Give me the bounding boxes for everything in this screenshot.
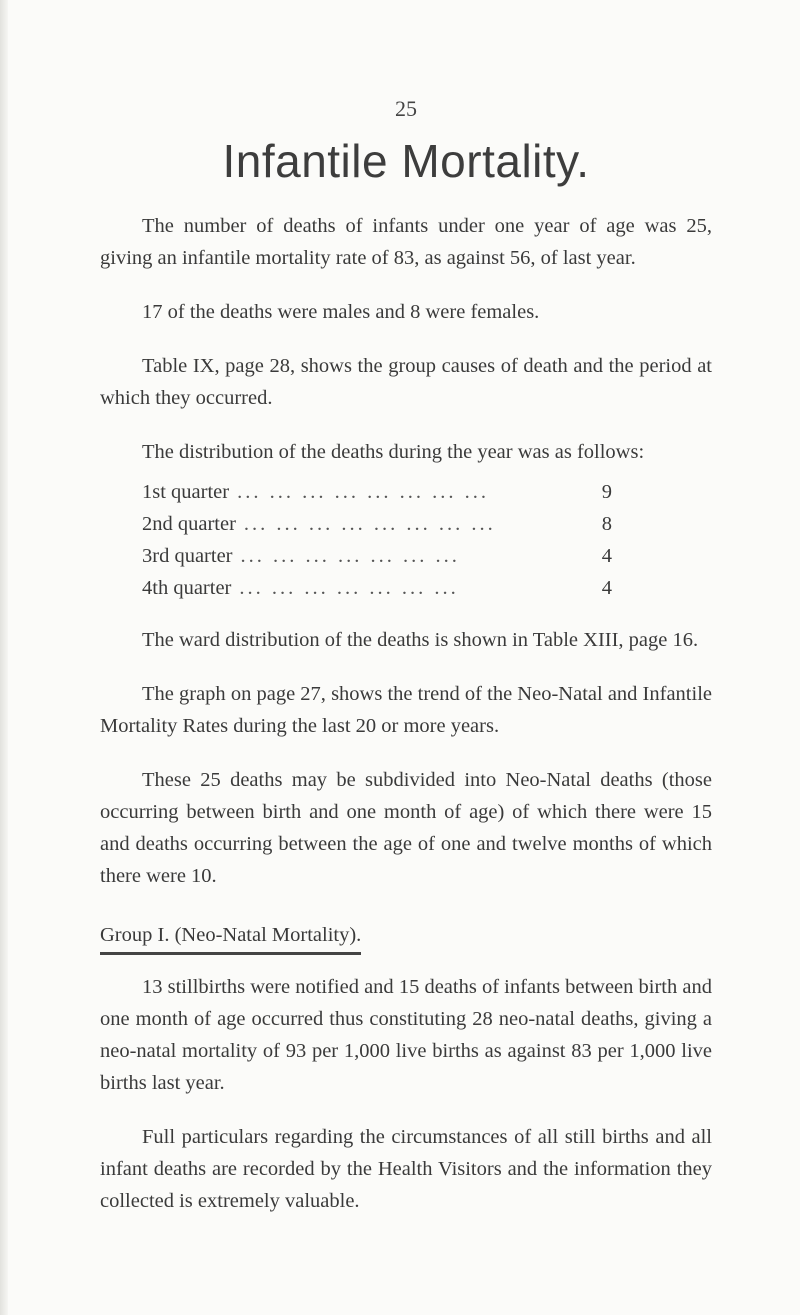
page-number: 25 <box>395 96 417 121</box>
section-heading: Group I. (Neo-Natal Mortality). <box>100 920 361 955</box>
list-item <box>142 572 612 604</box>
quarter-value: 8 <box>601 513 612 535</box>
paragraph-graph-ref: The graph on page 27, shows the trend of the Neo-Natal and Infantile Mortality Rates during the last 20 or more years. <box>100 683 712 737</box>
quarter-label: 4th quarter <box>142 577 232 599</box>
leader-dots: ... ... ... ... ... ... ... ... <box>243 513 496 535</box>
paragraph-table-ref: Table IX, page 28, shows the group causes of death and the period at which they occurred. <box>100 355 712 409</box>
paragraph-particulars: Full particulars regarding the circumstances of all still births and all infant deaths are recorded by the Health Visitors and the information they collected is extremely valuable. <box>100 1126 712 1212</box>
section-heading-group-1 <box>100 914 712 971</box>
paragraph-ward-distribution: The ward distribution of the deaths is shown in Table XIII, page 16. <box>142 629 699 651</box>
quarter-value: 4 <box>601 577 612 599</box>
quarter-label: 3rd quarter <box>142 545 233 567</box>
paragraph-subdivision: These 25 deaths may be subdivided into Neo-Natal deaths (those occurring between birth and one month of age) of which there were 15 and deaths occurring between the age of one and twelve months of which there were 10. <box>100 769 712 887</box>
document-body <box>100 210 712 1217</box>
list-item <box>142 540 612 572</box>
list-item <box>142 476 612 508</box>
quarter-label: 1st quarter <box>142 481 230 503</box>
leader-dots: ... ... ... ... ... ... ... <box>240 545 460 567</box>
quarter-distribution-list <box>142 476 612 604</box>
paragraph-neo-natal: 13 stillbirths were notified and 15 deaths of infants between birth and one month of age occurred thus constituting 28 neo-natal deaths, giving a neo-natal mortality of 93 per 1,000 live births as against 83 per 1,000 live births last year. <box>100 976 712 1094</box>
quarter-value: 4 <box>601 545 612 567</box>
paragraph-infant-deaths: The number of deaths of infants under one year of age was 25, giving an infantile mortality rate of 83, as against 56, of last year. <box>100 215 712 269</box>
page-edge-shadow <box>0 0 8 1315</box>
paragraph-sex-split: 17 of the deaths were males and 8 were females. <box>142 301 540 323</box>
leader-dots: ... ... ... ... ... ... ... <box>239 577 459 599</box>
quarter-label: 2nd quarter <box>142 513 236 535</box>
list-item <box>142 508 612 540</box>
paragraph-distribution-intro: The distribution of the deaths during the year was as follows: <box>142 441 645 463</box>
quarter-value: 9 <box>601 481 612 503</box>
page-title: Infantile Mortality. <box>222 135 590 187</box>
leader-dots: ... ... ... ... ... ... ... ... <box>237 481 489 503</box>
